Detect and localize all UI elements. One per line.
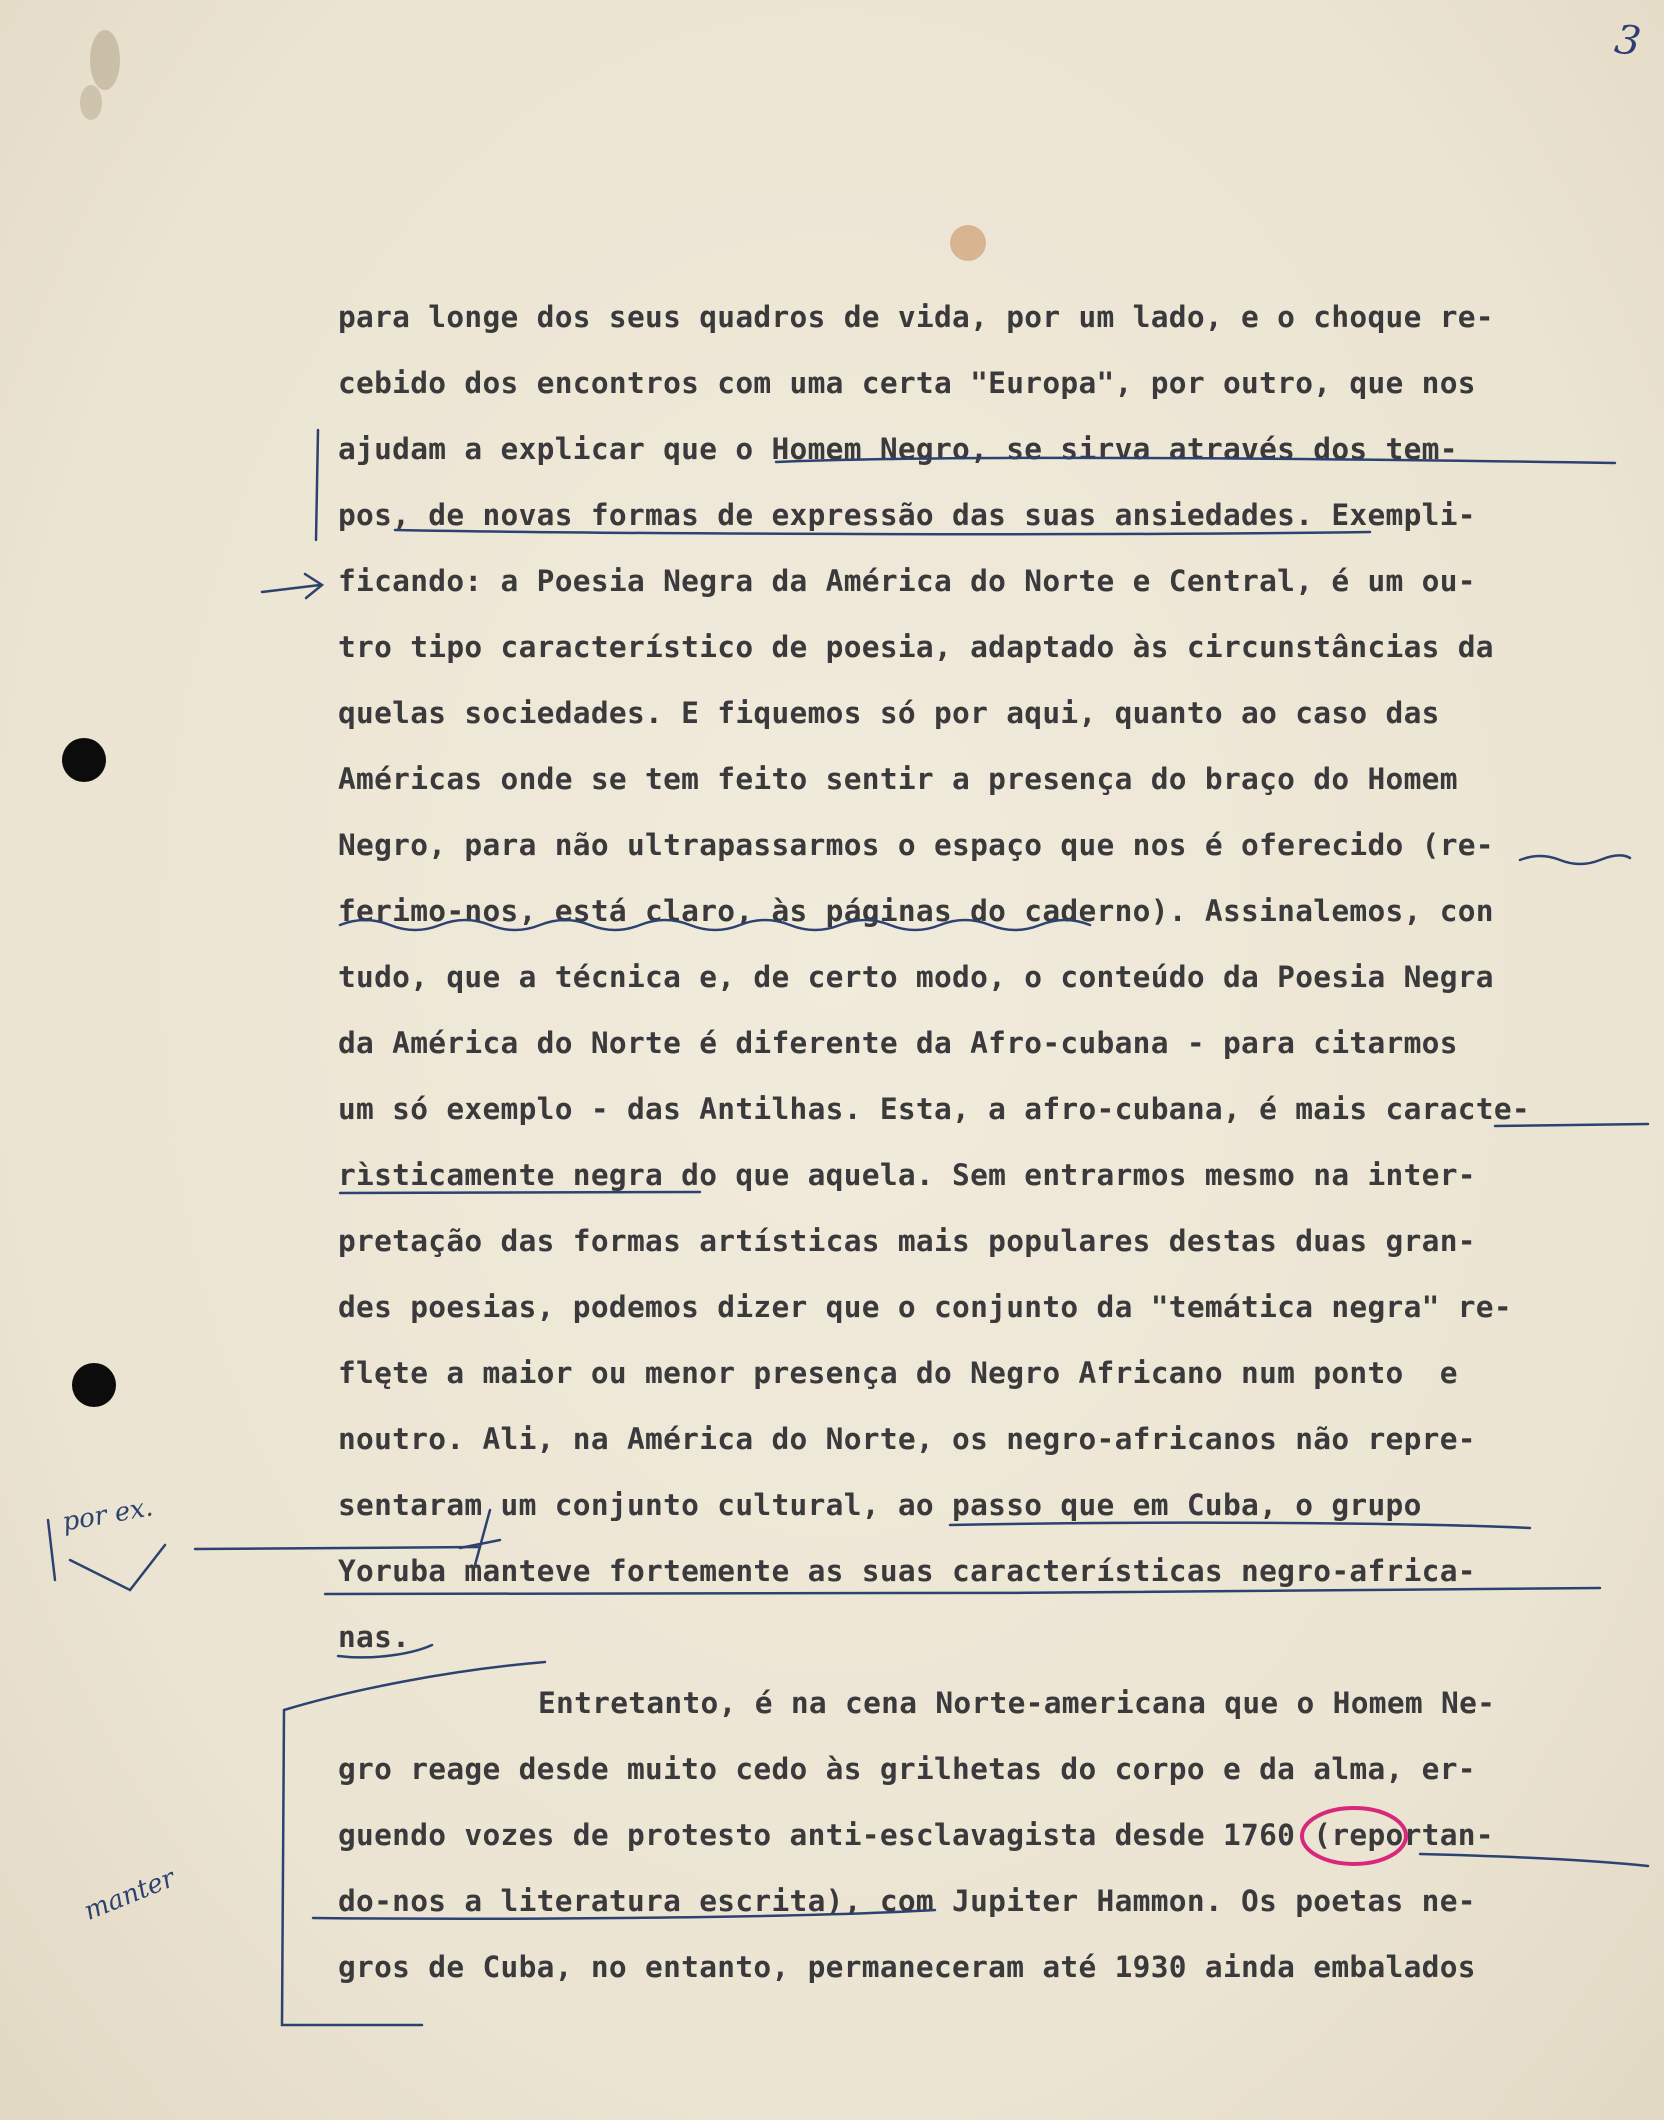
margin-arrow-icon	[262, 574, 322, 598]
text-line: guendo vozes de protesto anti-esclavagista desde 1760 (reportan-	[338, 1818, 1494, 1852]
text-line: ferimo-nos, está claro, às páginas do caderno). Assinalemos, con	[338, 894, 1494, 928]
insertion-mark	[460, 1510, 500, 1565]
margin-note-stroke	[48, 1520, 55, 1580]
page-number: 3	[1611, 16, 1644, 66]
text-line: cebido dos encontros com uma certa "Europa", por outro, que nos	[338, 366, 1476, 400]
text-line: flęte a maior ou menor presença do Negro Africano num ponto e	[338, 1356, 1458, 1390]
underline-caracte	[1495, 1124, 1648, 1126]
text-line: um só exemplo - das Antilhas. Esta, a afro-cubana, é mais caracte-	[338, 1092, 1530, 1126]
text-line: gro reage desde muito cedo às grilhetas do corpo e da alma, er-	[338, 1752, 1476, 1786]
margin-bracket-line	[316, 430, 318, 540]
margin-note-tick	[70, 1545, 165, 1590]
underline-wavy-ferimo	[340, 920, 1090, 930]
highlight-circle-1760	[1302, 1808, 1406, 1864]
text-line: Américas onde se tem feito sentir a presença do braço do Homem	[338, 762, 1458, 796]
underline-manteve	[325, 1588, 1600, 1595]
underline-novas-formas	[395, 530, 1370, 534]
text-line: para longe dos seus quadros de vida, por um lado, e o choque re-	[338, 300, 1494, 334]
text-line: do-nos a literatura escrita), com Jupiter Hammon. Os poetas ne-	[338, 1884, 1476, 1918]
text-line: sentaram um conjunto cultural, ao passo que em Cuba, o grupo	[338, 1488, 1422, 1522]
text-line: pretação das formas artísticas mais populares destas duas gran-	[338, 1224, 1476, 1258]
text-line: Entretanto, é na cena Norte-americana que o Homem Ne-	[538, 1686, 1496, 1720]
text-line: Yoruba manteve fortemente as suas características negro-africa-	[338, 1554, 1476, 1588]
text-line: pos, de novas formas de expressão das suas ansiedades. Exempli-	[338, 498, 1476, 532]
text-line: ajudam a explicar que o Homem Negro, se sirva através dos tem-	[338, 432, 1458, 466]
text-line: des poesias, podemos dizer que o conjunto da "temática negra" re-	[338, 1290, 1512, 1324]
text-line: rìsticamente negra do que aquela. Sem entrarmos mesmo na inter-	[338, 1158, 1476, 1192]
text-line: tro tipo característico de poesia, adaptado às circunstâncias da	[338, 630, 1494, 664]
underline-literatura	[313, 1910, 935, 1919]
text-line: da América do Norte é diferente da Afro-cubana - para citarmos	[338, 1026, 1458, 1060]
text-line: tudo, que a técnica e, de certo modo, o conteúdo da Poesia Negra	[338, 960, 1494, 994]
underline-risticamente-negra	[340, 1192, 700, 1193]
margin-note-manter: manter	[79, 1863, 180, 1927]
underline-wavy-re	[1520, 855, 1630, 864]
margin-note-connector	[195, 1547, 480, 1549]
underline-nas	[338, 1645, 432, 1657]
text-line: Negro, para não ultrapassarmos o espaço que nos é oferecido (re-	[338, 828, 1494, 862]
text-line: quelas sociedades. E fiquemos só por aqui, quanto ao caso das	[338, 696, 1440, 730]
text-line: noutro. Ali, na América do Norte, os negro-africanos não repre-	[338, 1422, 1476, 1456]
text-line: gros de Cuba, no entanto, permaneceram até 1930 ainda embalados	[338, 1950, 1476, 1984]
text-line: ficando: a Poesia Negra da América do Norte e Central, é um ou-	[338, 564, 1476, 598]
underline-ao-passo	[950, 1523, 1530, 1528]
underline-homem-negro	[776, 458, 1615, 463]
margin-note-por-ex: por ex.	[60, 1492, 156, 1538]
paragraph-box-bracket	[282, 1662, 545, 2025]
text-line: nas.	[338, 1620, 411, 1654]
underline-reportan	[1420, 1854, 1648, 1866]
